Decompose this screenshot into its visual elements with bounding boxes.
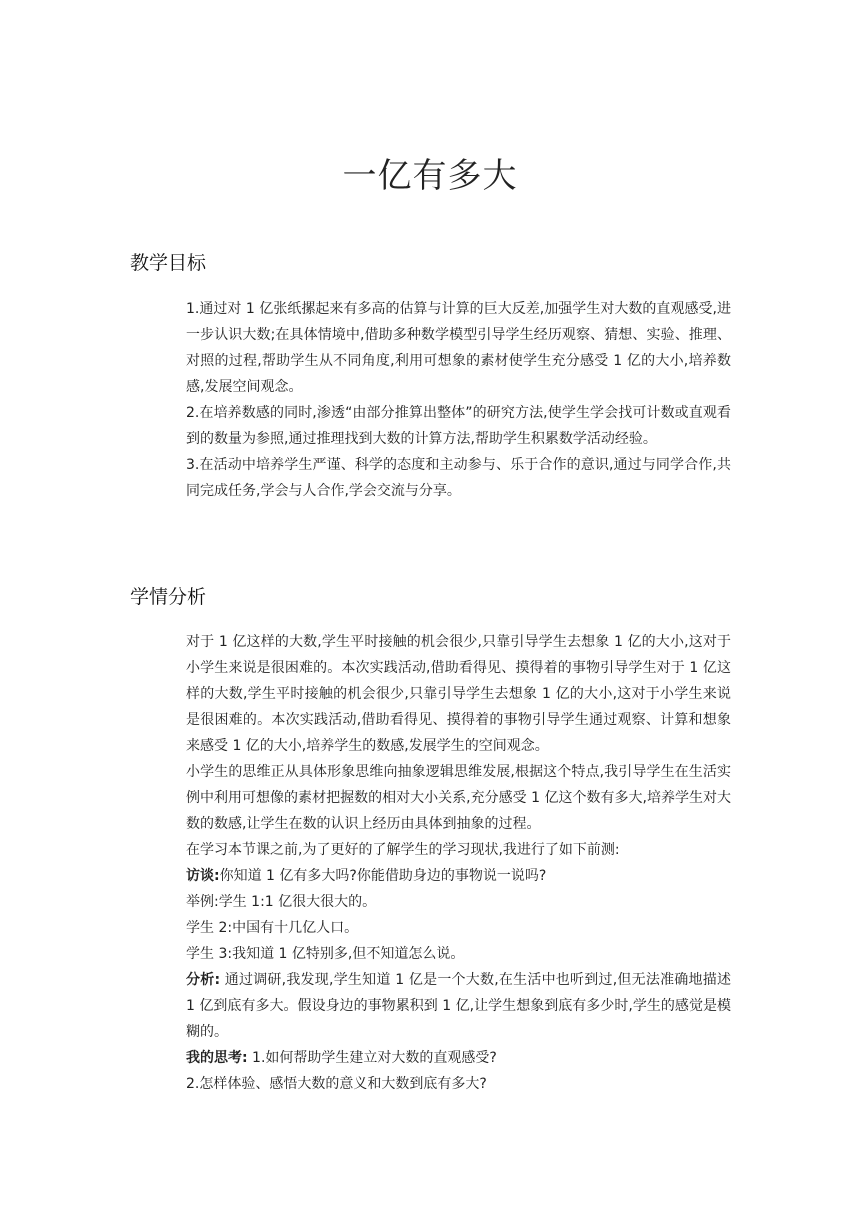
- section-heading-teaching-goals: 教学目标: [130, 252, 207, 274]
- analysis-paragraph-2: 小学生的思维正从具体形象思维向抽象逻辑思维发展,根据这个特点,我引导学生在生活实例中利用可想像的素材把握数的相对大小关系,充分感受 1 亿这个数有多大,培养学生对大数的数感,让学生在数的认识上经历由具体到抽象的过程。: [186, 764, 731, 832]
- analysis-paragraph-3: 在学习本节课之前,为了更好的了解学生的学习现状,我进行了如下前测:: [186, 842, 620, 858]
- thinking-line-2: 2.怎样体验、感悟大数的意义和大数到底有多大?: [186, 1076, 487, 1092]
- learning-analysis-body: [186, 629, 731, 1097]
- example-line-1: 举例:学生 1:1 亿很大很大的。: [186, 894, 377, 910]
- interview-label: 访谈:: [186, 868, 220, 884]
- analysis-line: [186, 967, 731, 1045]
- analysis-paragraph-1: 对于 1 亿这样的大数,学生平时接触的机会很少,只靠引导学生去想象 1 亿的大小,这对于小学生来说是很困难的。本次实践活动,借助看得见、摸得着的事物引导学生对于 1 亿这样的大数,学生平时接触的机会很少,只靠引导学生去想象 1 亿的大小,这对于小学生来说是很困难的。本次实践活动,借助看得见、摸得着的事物引导学生通过观察、计算和想象来感受 1 亿的大小,培养学生的数感,发展学生的空间观念。: [186, 634, 731, 754]
- teaching-goals-body: [186, 296, 731, 504]
- interview-text: 你知道 1 亿有多大吗?你能借助身边的事物说一说吗?: [219, 868, 547, 884]
- analysis-text: 通过调研,我发现,学生知道 1 亿是一个大数,在生活中也听到过,但无法准确地描述 1 亿到底有多大。假设身边的事物累积到 1 亿,让学生想象到底有多少时,学生的感觉是模糊的。: [186, 972, 731, 1040]
- thinking-line: [186, 1045, 731, 1071]
- goal-paragraph-3: 3.在活动中培养学生严谨、科学的态度和主动参与、乐于合作的意识,通过与同学合作,共同完成任务,学会与人合作,学会交流与分享。: [186, 457, 731, 499]
- page-title: 一亿有多大: [342, 156, 518, 196]
- interview-line: [186, 863, 731, 889]
- example-line-2: 学生 2:中国有十几亿人口。: [186, 920, 359, 936]
- thinking-label: 我的思考:: [186, 1050, 248, 1066]
- analysis-label: 分析:: [186, 972, 221, 988]
- goal-paragraph-2: 2.在培养数感的同时,渗透“由部分推算出整体”的研究方法,使学生学会找可计数或直观看到的数量为参照,通过推理找到大数的计算方法,帮助学生积累数学活动经验。: [186, 405, 731, 447]
- thinking-text: 1.如何帮助学生建立对大数的直观感受?: [247, 1050, 497, 1066]
- example-line-3: 学生 3:我知道 1 亿特别多,但不知道怎么说。: [186, 946, 465, 962]
- section-heading-learning-analysis: 学情分析: [130, 586, 207, 608]
- goal-paragraph-1: 1.通过对 1 亿张纸摞起来有多高的估算与计算的巨大反差,加强学生对大数的直观感受,进一步认识大数;在具体情境中,借助多种数学模型引导学生经历观察、猜想、实验、推理、对照的过程,帮助学生从不同角度,利用可想象的素材使学生充分感受 1 亿的大小,培养数感,发展空间观念。: [186, 301, 731, 395]
